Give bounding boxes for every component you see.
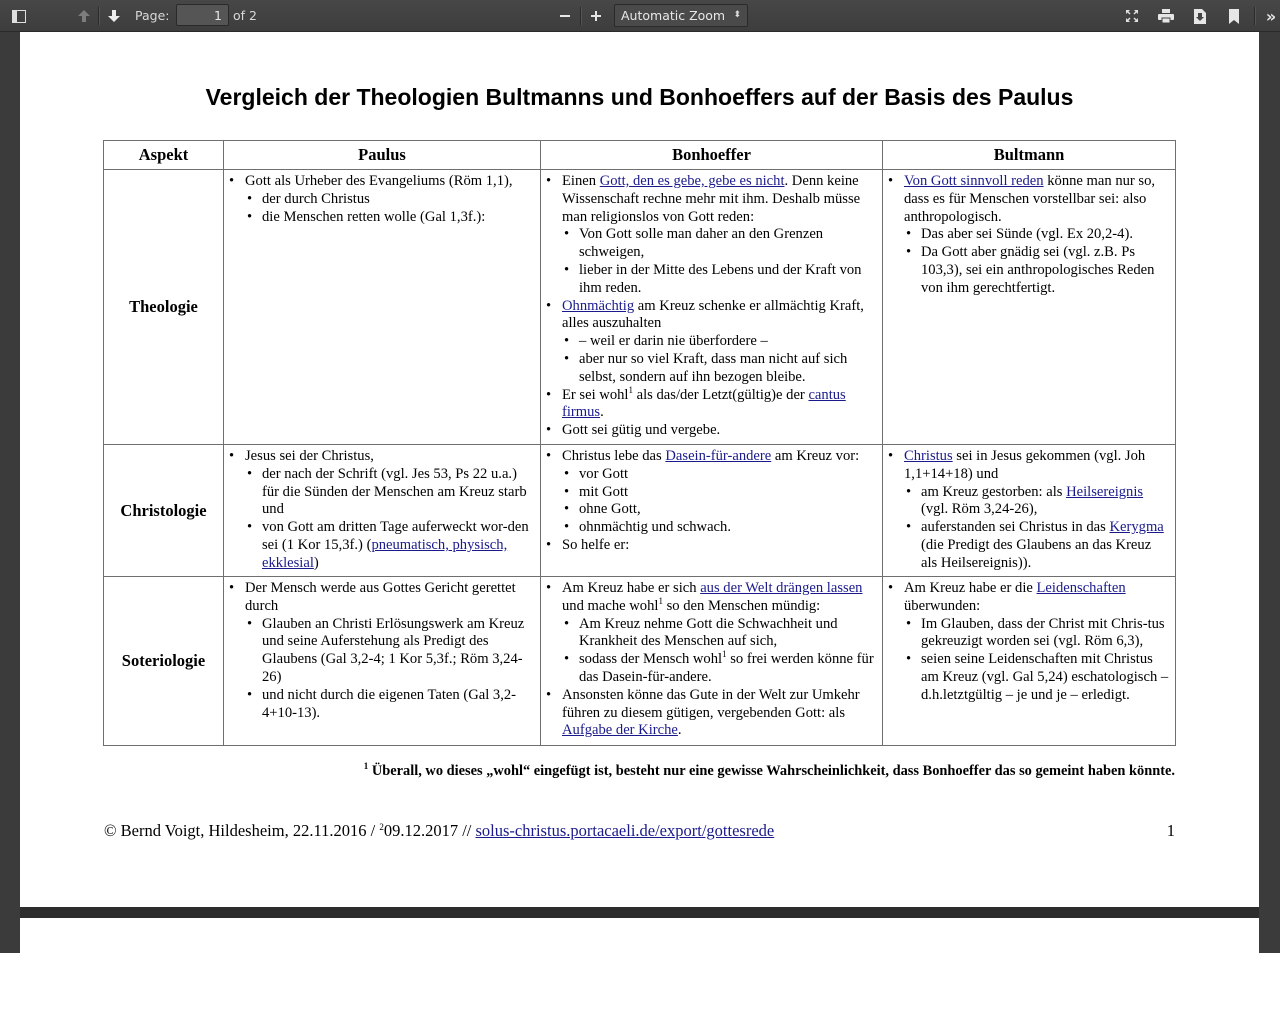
list-item: • seien seine Leidenschaften mit Christus am Kreuz (vgl. Gal 5,24) eschatologisch – d.h.letztgültig – je und je – erledigt. <box>904 651 1171 704</box>
page-label: Page: <box>135 8 170 23</box>
link-cantus-firmus[interactable]: cantus firmus <box>562 386 846 421</box>
column-header-aspekt: Aspekt <box>104 141 224 170</box>
zoom-out-button[interactable] <box>555 4 575 28</box>
link-ohnmaechtig[interactable]: Ohnmächtig <box>562 297 635 314</box>
list-item: • auferstanden sei Christus in das Kerygma (die Predigt des Glaubens an das Kreuz als Heilsereignis)). <box>904 519 1171 572</box>
list-item: • Das aber sei Sünde (vgl. Ex 20,2-4). <box>904 226 1171 244</box>
paulus-cell <box>224 170 541 445</box>
list-item: • So helfe er: <box>546 537 878 555</box>
bultmann-cell <box>883 170 1176 445</box>
list-item: • ohne Gott, <box>562 501 878 519</box>
list-item: • mit Gott <box>562 484 878 502</box>
list-item: • der durch Christus <box>245 191 536 209</box>
bultmann-cell <box>883 445 1176 577</box>
pdf-toolbar <box>0 0 1280 32</box>
footnote-marker: 1 <box>722 649 727 660</box>
table-header-row <box>104 141 1176 170</box>
list-item: • Von Gott sinnvoll reden könne man nur so, dass es für Menschen vorstellbar sei: also anthropologisch. • Das aber sei Sünde (vgl. Ex 20,2-4). • Da Gott aber gnädig sei (vgl. z.B. Ps 103,3), sei ein anthropologisches Reden von ihm gerechtfertigt. <box>888 173 1171 298</box>
page-footer: © Bernd Voigt, Hildesheim, 22.11.2016 / $^2$09.12.2017 // solus-christus.portacaeli.de/export/gottesrede <box>104 821 775 840</box>
toolbar-separator <box>1254 7 1255 25</box>
list-item: • vor Gott <box>562 466 878 484</box>
table-row-soteriologie <box>104 577 1176 746</box>
list-item: • Von Gott solle man daher an den Grenzen schweigen, <box>562 226 878 262</box>
sidebar-toggle-icon <box>12 10 26 23</box>
list-item: • Am Kreuz nehme Gott die Schwachheit und Krankheit des Menschen auf sich, <box>562 616 878 652</box>
fullscreen-icon <box>1125 9 1139 23</box>
minus-icon <box>559 10 571 22</box>
table-row-theologie <box>104 170 1176 445</box>
zoom-select-value: Automatic Zoom <box>621 8 726 23</box>
link-aus-der-welt-draengen-lassen[interactable]: aus der Welt drängen lassen <box>700 580 863 596</box>
table-row-christologie <box>104 445 1176 577</box>
pdf-viewer <box>0 32 1280 953</box>
comparison-table <box>103 140 1176 746</box>
aspect-cell: Theologie <box>104 170 224 445</box>
list-item: • die Menschen retten wolle (Gal 1,3f.): <box>245 209 536 227</box>
viewer-left-margin <box>0 32 20 953</box>
download-button[interactable] <box>1189 4 1211 28</box>
sidebar-toggle-button[interactable] <box>8 4 30 28</box>
tools-button[interactable] <box>1262 4 1280 28</box>
page-count: of 2 <box>233 8 257 23</box>
bonhoeffer-cell <box>541 445 883 577</box>
link-heilsereignis[interactable]: Heilsereignis <box>1066 483 1144 500</box>
print-button[interactable] <box>1155 4 1177 28</box>
link-kerygma[interactable]: Kerygma <box>1109 519 1164 536</box>
document-title: Vergleich der Theologien Bultmanns und Bonhoeffers auf der Basis des Paulus <box>205 84 1074 110</box>
print-icon <box>1158 9 1174 23</box>
list-item: • Im Glauben, dass der Christ mit Chris-tus gekreuzigt worden sei (vgl. Röm 6,3), <box>904 616 1171 652</box>
link-leidenschaften[interactable]: Leidenschaften <box>1036 580 1126 596</box>
list-item: • Gott als Urheber des Evangeliums (Röm 1,1), • der durch Christus • die Menschen retten wolle (Gal 1,3f.): <box>229 173 536 226</box>
list-item: • Er sei wohl$^1$ als das/der Letzt(gültig)e der cantus firmus. <box>546 387 878 423</box>
list-item: • Einen Gott, den es gebe, gebe es nicht. Denn keine Wissenschaft rechne mehr mit ihm. Deshalb müsse man religionslos von Gott reden: • Von Gott solle man daher an den Grenzen schweigen, • lieber in der Mitte des Lebens und der Kraft von ihm reden. <box>546 173 878 298</box>
toolbar-separator <box>580 7 581 25</box>
list-item: • Gott sei gütig und vergebe. <box>546 422 878 440</box>
footnote-number: 1 <box>363 761 369 771</box>
presentation-mode-button[interactable] <box>1121 4 1143 28</box>
link-gott-den-es-gebe[interactable]: Gott, den es gebe, gebe es nicht <box>599 173 785 189</box>
paulus-cell <box>224 577 541 746</box>
download-icon <box>1194 9 1206 24</box>
bonhoeffer-cell <box>541 170 883 445</box>
arrow-up-icon <box>77 9 91 23</box>
bookmark-icon <box>1229 9 1239 24</box>
link-von-gott-sinnvoll-reden[interactable]: Von Gott sinnvoll reden <box>904 173 1044 189</box>
list-item: • Der Mensch werde aus Gottes Gericht gerettet durch • Glauben an Christi Erlösungswerk am Kreuz und seine Auferstehung als Predigt des Glaubens (Gal 3,2-4; 1 Kor 5,3f.; Röm 3,24-26) • und nicht durch die eigenen Taten (Gal 3,2-4+10-13). <box>229 580 536 722</box>
link-pneumatisch-physisch-ekklesial[interactable]: pneumatisch, physisch, ekklesial <box>262 536 508 571</box>
pdf-page-1 <box>20 32 1259 907</box>
list-item: • aber nur so viel Kraft, dass man nicht auf sich selbst, sondern auf ihn bezogen bleibe. <box>562 351 878 387</box>
link-christus[interactable]: Christus <box>904 448 953 464</box>
page-number-input[interactable] <box>176 4 229 26</box>
list-item: • Am Kreuz habe er die Leidenschaften überwunden: • Im Glauben, dass der Christ mit Chris-tus gekreuzigt worden sei (vgl. Röm 6,3), • seien seine Leidenschaften mit Christus am Kreuz (vgl. Gal 5,24) eschatologisch – d.h.letztgültig – je und je – erledigt. <box>888 580 1171 705</box>
plus-icon <box>590 10 602 22</box>
select-arrow-icon: ⬍ <box>733 10 741 20</box>
list-item: • Christus sei in Jesus gekommen (vgl. Joh 1,1+14+18) und • am Kreuz gestorben: als Heilsereignis (vgl. Röm 3,24-26), • auferstanden sei Christus in das Kerygma (die Predigt des Glaubens an das Kreuz als Heilsereignis)). <box>888 448 1171 573</box>
double-chevron-right-icon: » <box>1265 6 1277 26</box>
list-item: • ohnmächtig und schwach. <box>562 519 878 537</box>
page-gap <box>20 907 1259 918</box>
aspect-cell: Christologie <box>104 445 224 577</box>
aspect-cell: Soteriologie <box>104 577 224 746</box>
list-item: • Da Gott aber gnädig sei (vgl. z.B. Ps 103,3), sei ein anthropologisches Reden von ihm gerechtfertigt. <box>904 244 1171 297</box>
list-item: • von Gott am dritten Tage auferweckt wor-den sei (1 Kor 15,3f.) (pneumatisch, physisch, ekklesial) <box>245 519 536 572</box>
footnote-marker: 1 <box>658 595 663 606</box>
list-item: • Ohnmächtig am Kreuz schenke er allmächtig Kraft, alles auszuhalten • – weil er darin nie überfordere – • aber nur so viel Kraft, dass man nicht auf sich selbst, sondern auf ihn bezogen bleibe. <box>546 298 878 387</box>
list-item: • und nicht durch die eigenen Taten (Gal 3,2-4+10-13). <box>245 687 536 723</box>
previous-page-button[interactable] <box>73 4 95 28</box>
toolbar-separator <box>98 7 99 25</box>
list-item: • am Kreuz gestorben: als Heilsereignis (vgl. Röm 3,24-26), <box>904 484 1171 520</box>
page-number: 1 <box>1166 821 1175 840</box>
footnote-marker: 1 <box>628 384 633 395</box>
list-item: • Jesus sei der Christus, • der nach der Schrift (vgl. Jes 53, Ps 22 u.a.) für die Sünden der Menschen am Kreuz starb und • von Gott am dritten Tage auferweckt wor-den sei (1 Kor 15,3f.) (pneumatisch, physisch, ekklesial) <box>229 448 536 573</box>
paulus-cell <box>224 445 541 577</box>
footer-url-link[interactable]: solus-christus.portacaeli.de/export/gottesrede <box>475 821 775 840</box>
zoom-in-button[interactable] <box>586 4 606 28</box>
bultmann-cell <box>883 577 1176 746</box>
footnote: $^1$ Überall, wo dieses „wohl“ eingefügt ist, besteht nur eine gewisse Wahrscheinlichkeit, dass Bonhoeffer das so gemeint haben könnte. <box>363 761 1175 779</box>
link-dasein-fuer-andere[interactable]: Dasein-für-andere <box>665 448 772 464</box>
arrow-down-icon <box>107 9 121 23</box>
list-item: • lieber in der Mitte des Lebens und der Kraft von ihm reden. <box>562 262 878 298</box>
bookmark-button[interactable] <box>1223 4 1245 28</box>
link-aufgabe-der-kirche[interactable]: Aufgabe der Kirche <box>562 722 678 739</box>
pdf-page-2 <box>20 918 1259 953</box>
list-item: • der nach der Schrift (vgl. Jes 53, Ps 22 u.a.) für die Sünden der Menschen am Kreuz starb und <box>245 466 536 519</box>
list-item: • Am Kreuz habe er sich aus der Welt drängen lassen und mache wohl$^1$ so den Menschen mündig: • Am Kreuz nehme Gott die Schwachheit und Krankheit des Menschen auf sich, • sodass der Mensch wohl$^1$ so frei werden könne für das Dasein-für-andere. <box>546 580 878 687</box>
column-header-bonhoeffer: Bonhoeffer <box>541 141 883 170</box>
column-header-bultmann: Bultmann <box>883 141 1176 170</box>
list-item: • Glauben an Christi Erlösungswerk am Kreuz und seine Auferstehung als Predigt des Glaubens (Gal 3,2-4; 1 Kor 5,3f.; Röm 3,24-26) <box>245 616 536 687</box>
list-item: • Christus lebe das Dasein-für-andere am Kreuz vor: • vor Gott • mit Gott • ohne Gott, • ohnmächtig und schwach. <box>546 448 878 537</box>
vertical-scrollbar[interactable] <box>1259 32 1280 953</box>
next-page-button[interactable] <box>103 4 125 28</box>
zoom-select[interactable] <box>614 4 748 27</box>
list-item: • sodass der Mensch wohl$^1$ so frei werden könne für das Dasein-für-andere. <box>562 651 878 687</box>
list-item: • – weil er darin nie überfordere – <box>562 333 878 351</box>
list-item: • Ansonsten könne das Gute in der Welt zur Umkehr führen zu diesem gütigen, vergebenden Gott: als Aufgabe der Kirche. <box>546 687 878 740</box>
column-header-paulus: Paulus <box>224 141 541 170</box>
bonhoeffer-cell <box>541 577 883 746</box>
